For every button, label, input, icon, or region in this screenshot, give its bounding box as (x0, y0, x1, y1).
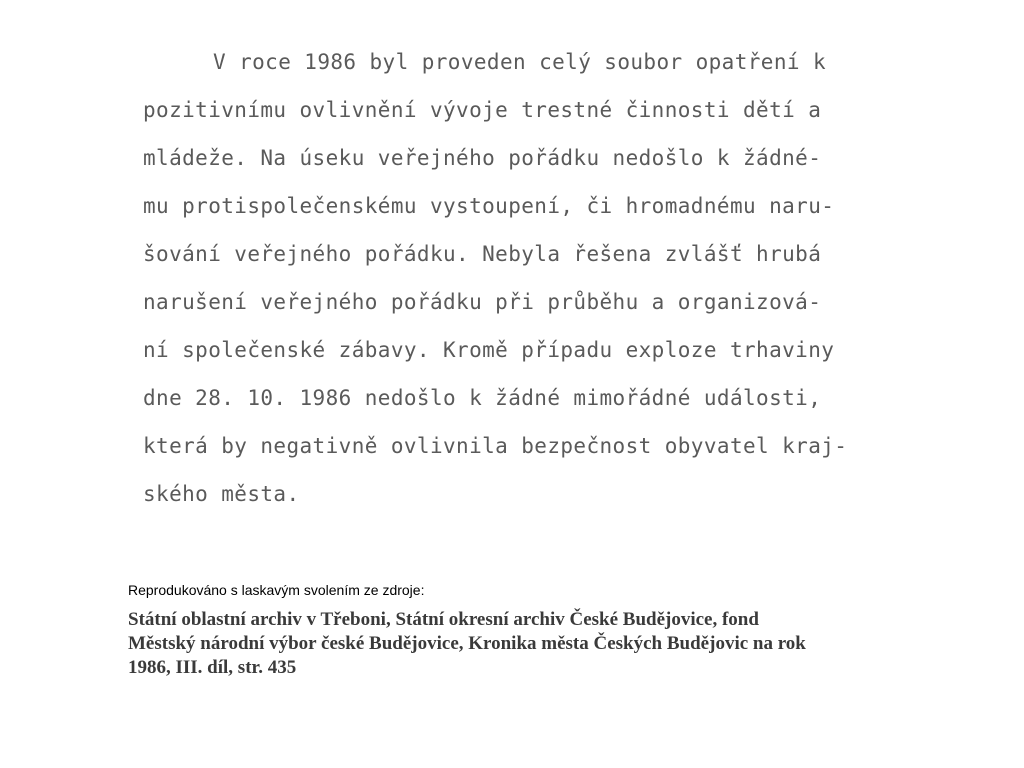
typescript-line: mu protispolečenskému vystoupení, či hromadnému naru- (143, 194, 835, 218)
typescript-line: narušení veřejného pořádku při průběhu a organizová- (143, 290, 822, 314)
citation-line: Městský národní výbor české Budějovice, Kronika města Českých Budějovic na rok (128, 633, 806, 654)
source-citation (128, 608, 903, 680)
typescript-line: dne 28. 10. 1986 nedošlo k žádné mimořádné události, (143, 386, 822, 410)
typescript-line: mládeže. Na úseku veřejného pořádku nedošlo k žádné- (143, 146, 822, 170)
citation-line: Státní oblastní archiv v Třeboni, Státní okresní archiv České Budějovice, fond (128, 609, 759, 630)
typescript-line: šování veřejného pořádku. Nebyla řešena zvlášť hrubá (143, 242, 822, 266)
typescript-line: která by negativně ovlivnila bezpečnost obyvatel kraj- (143, 434, 848, 458)
typescript-line: pozitivnímu ovlivnění vývoje trestné činnosti dětí a (143, 98, 822, 122)
typescript-line: V roce 1986 byl proveden celý soubor opatření k (213, 50, 827, 74)
source-label: Reprodukováno s laskavým svolením ze zdroje: (128, 582, 425, 598)
citation-line: 1986, III. díl, str. 435 (128, 657, 297, 678)
typescript-line: ského města. (143, 482, 300, 506)
typescript-line: ní společenské zábavy. Kromě případu exploze trhaviny (143, 338, 835, 362)
